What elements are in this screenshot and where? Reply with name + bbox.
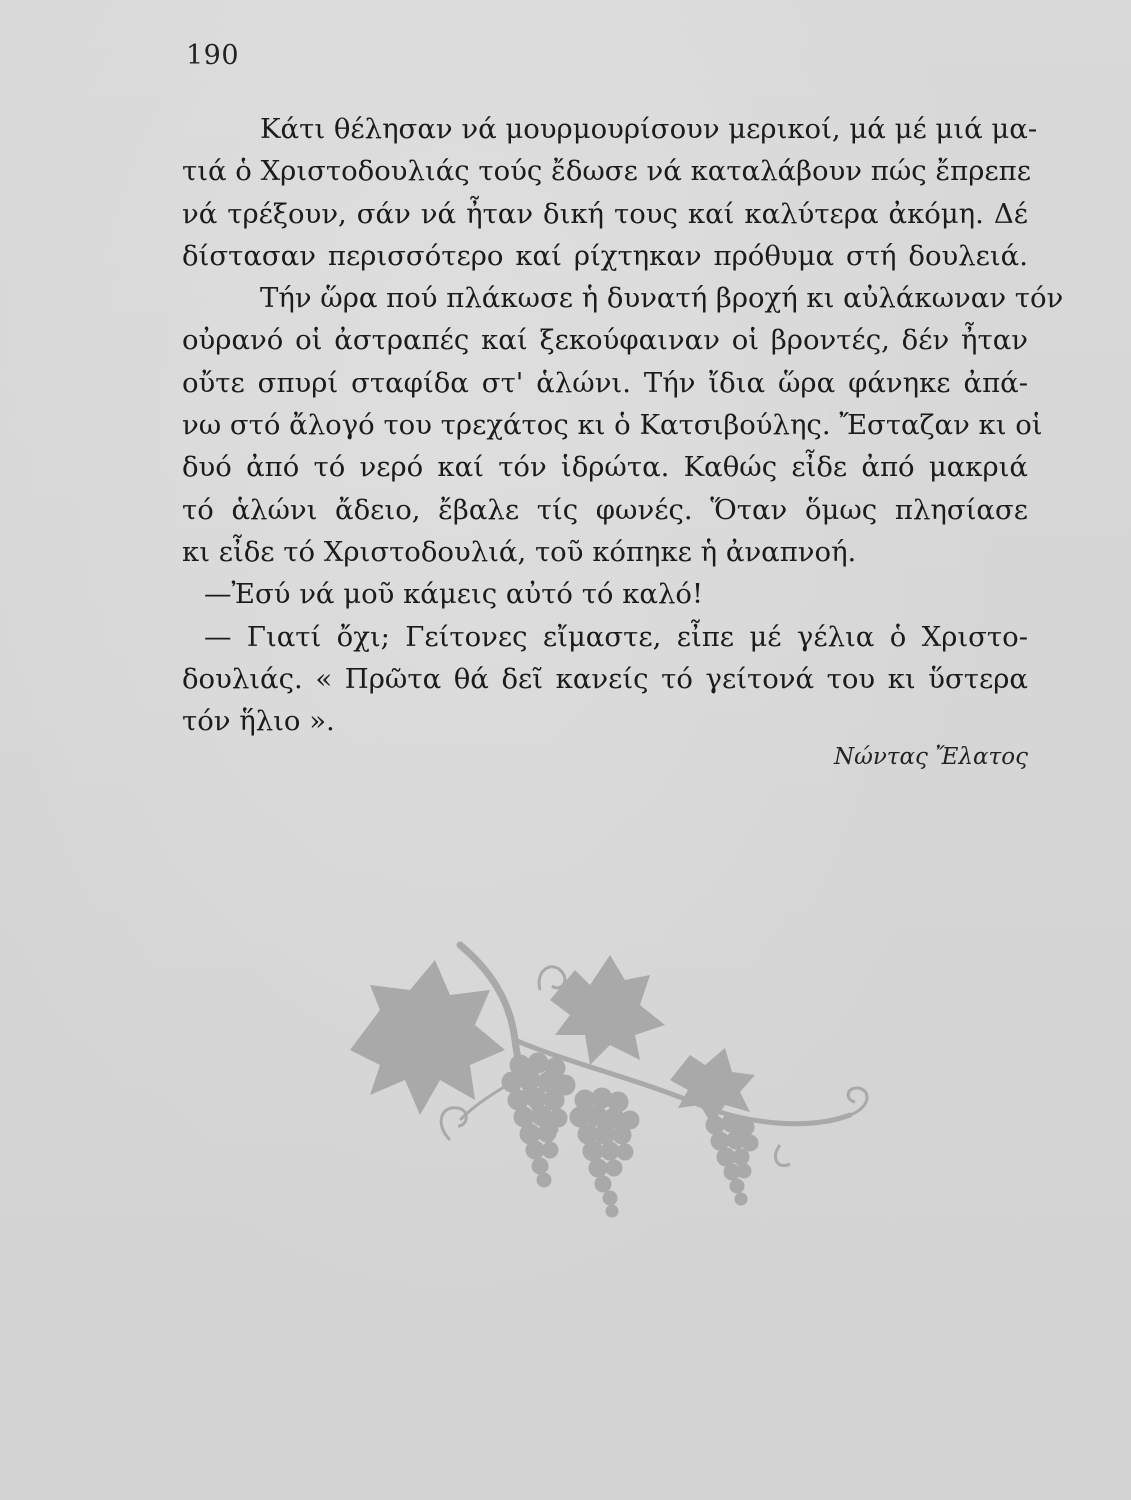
page-number: 190 [186,40,240,71]
text-line: Τήν ὥρα πού πλάκωσε ἡ δυνατή βροχή κι αὐλάκωναν τόν [260,282,1064,315]
grapevine-ornament [340,930,880,1230]
author-signature: Νώντας Ἔλατος [833,744,1028,770]
text-line: δίστασαν περισσότερο καί ρίχτηκαν πρόθυμα στή δουλειά. [182,239,1028,272]
text-line: Κάτι θέλησαν νά μουρμουρίσουν μερικοί, μά μέ μιά μα- [260,113,1038,145]
text-line: οὔτε σπυρί σταφίδα στ' ἁλώνι. Τήν ἴδια ὥρα φάνηκε ἀπά- [182,366,1028,399]
dialogue-line: — Γιατί ὄχι; Γείτονες εἴμαστε, εἶπε μέ γέλια ὁ Χριστο- [204,620,1028,653]
text-line: οὐρανό οἱ ἀστραπές καί ξεκούφαιναν οἱ βροντές, δέν ἦταν [182,324,1028,357]
text-line: δουλιάς. « Πρῶτα θά δεῖ κανείς τό γείτονά του κι ὕστερα [182,662,1028,695]
dialogue-line: —Ἐσύ νά μοῦ κάμεις αὐτό τό καλό! [204,578,704,611]
text-line: νω στό ἄλογό του τρεχάτος κι ὁ Κατσιβούλης. Ἔσταζαν κι οἱ [182,409,1043,442]
text-line: δυό ἀπό τό νερό καί τόν ἱδρώτα. Καθώς εἶδε ἀπό μακριά [182,451,1028,484]
text-line: τό ἁλώνι ἄδειο, ἔβαλε τίς φωνές. Ὅταν ὅμως πλησίασε [182,493,1028,526]
text-line: κι εἶδε τό Χριστοδουλιά, τοῦ κόπηκε ἡ ἀναπνοή. [182,535,857,568]
text-line: τόν ἥλιο ». [182,705,335,738]
body-text [182,108,1064,742]
text-line: νά τρέξουν, σάν νά ἦταν δική τους καί καλύτερα ἀκόμη. Δέ [182,197,1028,230]
text-line: τιά ὁ Χριστοδουλιάς τούς ἔδωσε νά καταλάβουν πώς ἔπρεπε [182,155,1031,188]
